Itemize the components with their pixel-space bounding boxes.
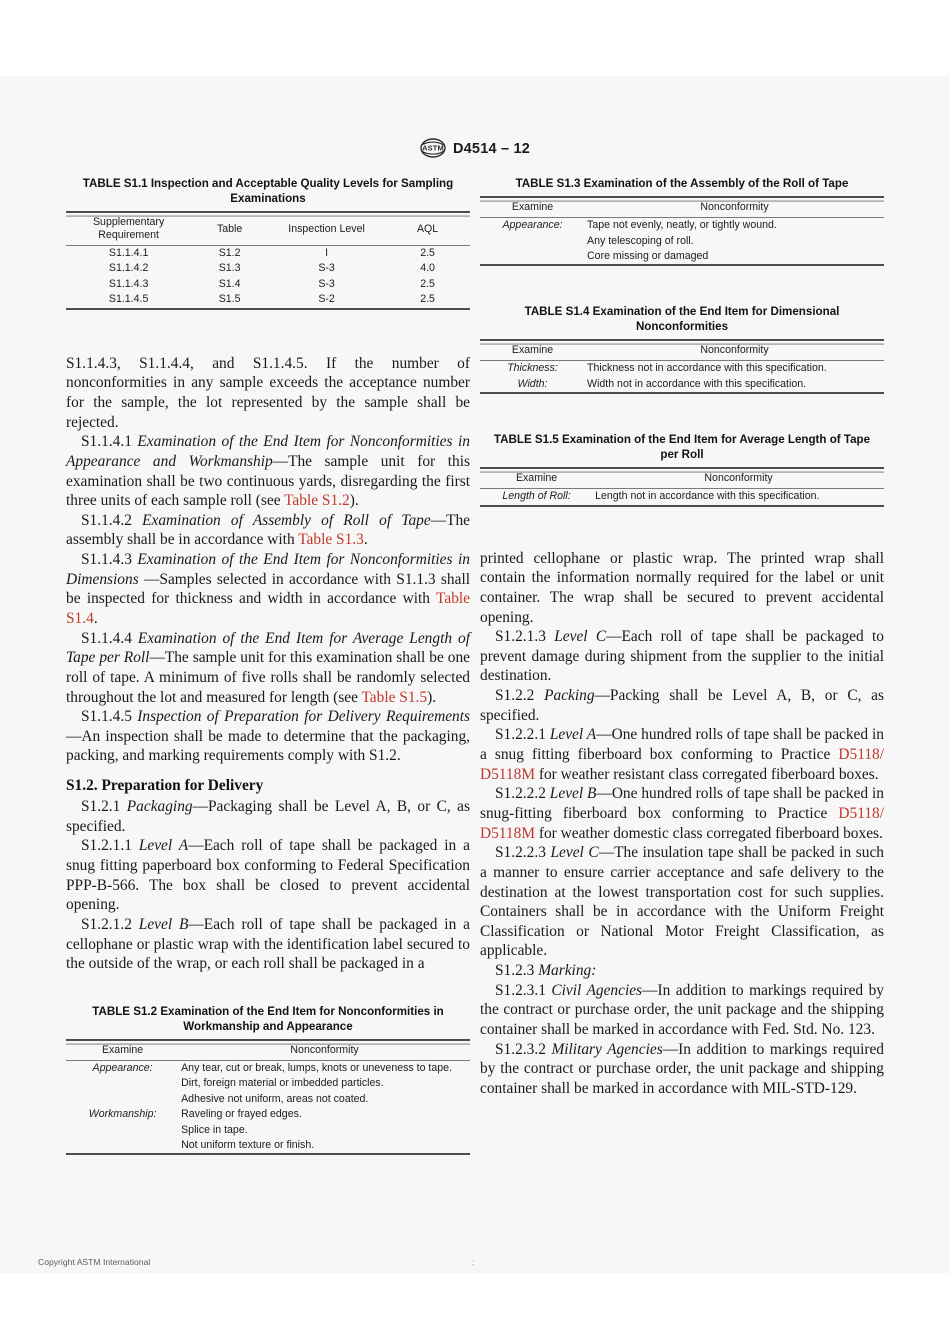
- clause-number: S1.2.2.1: [495, 726, 546, 744]
- cell-nonconformity: Core missing or damaged: [587, 249, 709, 262]
- column-header: Examine: [480, 198, 585, 217]
- cell-requirement: S1.1.4.5: [108, 293, 149, 306]
- cell-examine: [66, 1076, 179, 1091]
- clause-title: Level B: [138, 915, 189, 933]
- cell-examine: [480, 249, 585, 264]
- table-row: [480, 489, 884, 505]
- clause-number: S1.2.1.2: [81, 915, 132, 933]
- cell-aql: 4.0: [420, 262, 435, 275]
- clause-number: S1.1.4.4: [81, 629, 132, 647]
- footer-copyright: Copyright ASTM International: [38, 1257, 151, 1267]
- cell-nonconformity: Thickness not in accordance with this specification.: [587, 362, 827, 375]
- table-row: [66, 245, 470, 261]
- column-header: Nonconformity: [179, 1041, 470, 1060]
- column-header: Inspection Level: [268, 213, 385, 245]
- clause-text-tail: .: [363, 531, 368, 549]
- clause-number: S1.2.2.2: [495, 785, 546, 803]
- cell-aql: 2.5: [420, 277, 435, 290]
- table-row: [480, 377, 884, 392]
- cell-inspection-level: I: [325, 247, 329, 260]
- clause-number: S1.2.3.2: [495, 1040, 546, 1058]
- paragraph-s1-2-3-2: [480, 1040, 884, 1099]
- table-row: [66, 1123, 470, 1138]
- cell-examine: Appearance:: [502, 219, 563, 232]
- clause-text-tail: ).: [349, 492, 359, 510]
- cell-nonconformity: Not uniform texture or finish.: [181, 1139, 315, 1152]
- cell-requirement: S1.1.4.2: [108, 262, 149, 275]
- cell-examine: Thickness:: [507, 362, 558, 375]
- clause-text-tail: for weather resistant class corregated fiberboard boxes.: [535, 765, 879, 783]
- cell-examine: Length of Roll:: [502, 490, 571, 503]
- table-row: [66, 277, 470, 292]
- clause-title: Level A: [549, 726, 597, 744]
- clause-number: S1.2.1.1: [81, 837, 132, 855]
- table-row: [66, 261, 470, 276]
- cell-requirement: S1.1.4.3: [108, 277, 149, 290]
- cell-table: S1.2: [218, 247, 241, 260]
- table-row: [480, 249, 884, 264]
- clause-title: Level B: [549, 785, 597, 803]
- paragraph-continuation: printed cellophane or plastic wrap. The printed wrap shall contain the information normally required for the label or unit container. The wrap shall be secured to prevent accidental opening.: [480, 549, 884, 626]
- table-row: [66, 292, 470, 307]
- table-header-row: [66, 1041, 470, 1060]
- cell-requirement: S1.1.4.1: [108, 247, 149, 260]
- paragraph-s1-2-2-2: [480, 784, 884, 843]
- column-header: Table: [191, 213, 268, 245]
- clause-title: Examination of Assembly of Roll of Tape: [142, 511, 431, 529]
- svg-text:ASTM: ASTM: [422, 143, 444, 153]
- paragraph-s1-2-1: [66, 797, 470, 836]
- clause-text: —Each roll of tape shall be packaged in a snug fitting paperboard box conforming to Federal Specification PPP-B-566. The box shall be closed to prevent accidental opening.: [66, 837, 470, 914]
- table-s1-3-frame: [480, 196, 884, 266]
- clause-text: —One hundred rolls of tape shall be packed in a snug fitting fiberboard box conforming to Practice: [480, 726, 884, 764]
- cell-inspection-level: S-3: [318, 262, 335, 275]
- cell-nonconformity: Splice in tape.: [181, 1123, 248, 1136]
- cell-nonconformity: Width not in accordance with this specification.: [587, 377, 807, 390]
- column-header: Nonconformity: [593, 469, 884, 488]
- clause-title: Packaging: [126, 798, 193, 816]
- column-header: Examine: [480, 341, 585, 360]
- table-reference-link[interactable]: Table S1.4: [66, 590, 470, 627]
- table-s1-2-frame: [66, 1039, 470, 1155]
- clause-title: Military Agencies: [551, 1040, 663, 1058]
- column-header: Examine: [66, 1041, 179, 1060]
- clause-title: Inspection of Preparation for Delivery Requirements: [137, 708, 471, 726]
- cell-inspection-level: S-2: [318, 293, 335, 306]
- cell-examine: Workmanship:: [88, 1108, 157, 1121]
- clause-title: Civil Agencies: [551, 981, 643, 999]
- table-row: [66, 1060, 470, 1076]
- paragraph-s1-1-4-3: [66, 550, 470, 629]
- table-reference-link[interactable]: Table S1.2: [284, 492, 350, 510]
- clause-title: Level C: [550, 844, 599, 862]
- running-head: [0, 138, 950, 158]
- clause-number: S1.2.1.3: [495, 628, 546, 646]
- cell-examine: [66, 1138, 179, 1153]
- paragraph-s1-2-3-1: [480, 981, 884, 1040]
- clause-text: —Each roll of tape shall be packaged to prevent damage during shipment from the supplier to the initial destination.: [480, 628, 884, 685]
- paragraph-s1-2-2: [480, 686, 884, 725]
- cell-table: S1.5: [218, 293, 241, 306]
- paragraph-s1-2-2-3: [480, 843, 884, 961]
- column-header: Nonconformity: [585, 198, 884, 217]
- paragraph-s1-1-4-5: [66, 707, 470, 766]
- paragraph-s1-1-4-4: [66, 629, 470, 708]
- paragraph-s1-2-1-3: [480, 627, 884, 686]
- paragraph-s1-1-4-1: [66, 432, 470, 511]
- clause-title: Packing: [544, 687, 595, 705]
- section-heading-s1-2: S1.2. Preparation for Delivery: [66, 777, 264, 795]
- column-header: AQL: [385, 213, 470, 245]
- table-s1-5-frame: [480, 467, 884, 506]
- table-s1-1-caption: TABLE S1.1 Inspection and Acceptable Quality Levels for Sampling Examinations: [82, 177, 454, 206]
- practice-reference-link[interactable]: D5118/ D5118M: [480, 746, 884, 783]
- table-s1-5-caption: TABLE S1.5 Examination of the End Item for Average Length of Tape per Roll: [493, 433, 871, 462]
- table-row: [66, 1092, 470, 1107]
- footer-page-mark: ;: [472, 1257, 476, 1267]
- table-header-row: [66, 213, 470, 245]
- clause-title: Examination of the End Item for Nonconformities in Dimensions: [66, 551, 470, 588]
- table-row: [66, 1076, 470, 1091]
- clause-number: S1.2.1: [81, 798, 121, 816]
- cell-examine: [66, 1092, 179, 1107]
- cell-nonconformity: Adhesive not uniform, areas not coated.: [181, 1092, 369, 1105]
- table-s1-3: [480, 176, 884, 266]
- cell-nonconformity: Dirt, foreign material or imbedded particles.: [181, 1077, 384, 1090]
- table-row: [480, 233, 884, 248]
- table-s1-4: [480, 304, 884, 394]
- clause-text: —Packaging shall be Level A, B, or C, as specified.: [66, 798, 470, 835]
- cell-inspection-level: S-3: [318, 277, 335, 290]
- table-reference-link[interactable]: Table S1.3: [298, 531, 364, 549]
- clause-text: —The insulation tape shall be packed in such a manner to ensure carrier acceptance and safe delivery to the destination at the lowest transportation cost for such supplies. Containers shall be in accordance with the Uniform Freight Classification or National Motor Freight Classification, as applicable.: [480, 844, 884, 960]
- clause-number: S1.2.3.1: [495, 981, 546, 999]
- clause-text: —Each roll of tape shall be packaged in a cellophane or plastic wrap with the identification label secured to the outside of the wrap, or each roll shall be packaged in a: [66, 915, 470, 973]
- standard-designation: D4514 – 12: [453, 141, 530, 157]
- table-header-row: [480, 198, 884, 217]
- clause-title: Examination of the End Item for Nonconformities in Appearance and Workmanship: [66, 433, 470, 470]
- clause-number: S1.1.4.5: [81, 708, 132, 726]
- cell-table: S1.4: [218, 277, 241, 290]
- table-s1-2: [66, 1004, 470, 1156]
- column-header: Nonconformity: [585, 341, 884, 360]
- column-header: Supplementary Requirement: [66, 213, 191, 245]
- table-row: [480, 217, 884, 233]
- cell-nonconformity: Length not in accordance with this specification.: [595, 490, 820, 503]
- cell-nonconformity: Raveling or frayed edges.: [181, 1108, 302, 1121]
- paragraph-s1-1-4-2: [66, 511, 470, 550]
- clause-text: —In addition to markings required by the contract or purchase order, the unit package and shipping container shall be marked in accordance with MIL-STD-129.: [480, 1040, 884, 1097]
- cell-nonconformity: Any tear, cut or break, lumps, knots or uneveness to tape.: [181, 1062, 452, 1075]
- clause-number: S1.1.4.1: [81, 433, 132, 451]
- clause-text-tail: for weather domestic class corregated fiberboard boxes.: [535, 824, 883, 842]
- table-header-row: [480, 341, 884, 360]
- clause-text: —In addition to markings required by the contract or purchase order, the unit package and the shipping container shall be marked in accordance with Fed. Std. No. 123.: [480, 981, 884, 1038]
- clause-text: —Packing shall be Level A, B, or C, as specified.: [480, 687, 884, 724]
- table-row: [480, 361, 884, 377]
- document-page: [0, 76, 950, 1273]
- clause-text: —The sample unit for this examination shall be two continuous yards, disregarding the first three units of each sample roll (see: [66, 452, 470, 510]
- clause-number: S1.1.4.2: [81, 511, 132, 529]
- practice-reference-link[interactable]: D5118/ D5118M: [480, 804, 884, 842]
- table-s1-1: [66, 176, 470, 310]
- table-header-row: [480, 469, 884, 488]
- right-column: [480, 176, 884, 1099]
- column-header: Examine: [480, 469, 593, 488]
- clause-text-tail: .: [93, 609, 98, 627]
- clause-text: —The assembly shall be in accordance with: [66, 511, 470, 549]
- clause-title: Level A: [138, 837, 189, 855]
- clause-text: —One hundred rolls of tape shall be packed in snug-fitting fiberboard box conforming to Practice: [480, 785, 884, 822]
- paragraph-s1-2-1-1: [66, 836, 470, 915]
- cell-examine: Width:: [517, 377, 548, 390]
- table-s1-5: [480, 432, 884, 506]
- paragraph-continuation: S1.1.4.3, S1.1.4.4, and S1.1.4.5. If the number of nonconformities in any sample exceeds the acceptance number for the sample, the lot represented by the sample shall be rejected.: [66, 354, 470, 431]
- table-s1-4-caption: TABLE S1.4 Examination of the End Item for Dimensional Nonconformities: [524, 305, 840, 334]
- table-s1-3-caption: TABLE S1.3 Examination of the Assembly of the Roll of Tape: [515, 177, 849, 190]
- clause-number: S1.2.2.3: [495, 844, 546, 862]
- cell-examine: [66, 1123, 179, 1138]
- clause-number: S1.2.2: [495, 687, 535, 705]
- clause-text: —The sample unit for this examination shall be one roll of tape. A minimum of five rolls shall be randomly selected throughout the lot and measured for length (see: [66, 649, 470, 706]
- cell-aql: 2.5: [420, 293, 435, 306]
- cell-examine: Appearance:: [92, 1062, 153, 1075]
- paragraph-s1-2-3: [480, 961, 884, 981]
- table-s1-4-frame: [480, 339, 884, 394]
- clause-text: —An inspection shall be made to determine that the packaging, packing, and marking requirements comply with S1.2.: [66, 727, 470, 765]
- clause-text-tail: ).: [427, 688, 437, 706]
- table-row: [66, 1138, 470, 1153]
- cell-nonconformity: Any telescoping of roll.: [587, 234, 694, 247]
- cell-table: S1.3: [218, 262, 241, 275]
- left-column: [66, 176, 470, 1155]
- cell-nonconformity: Tape not evenly, neatly, or tightly wound.: [587, 219, 777, 232]
- paragraph-s1-2-2-1: [480, 725, 884, 784]
- clause-title: Level C: [554, 628, 607, 646]
- clause-text: —Samples selected in accordance with S1.1.3 shall be inspected for thickness and width in accordance with: [66, 570, 470, 608]
- table-s1-1-frame: [66, 211, 470, 310]
- paragraph-s1-2-1-2: [66, 915, 470, 974]
- clause-title: Examination of the End Item for Average Length of Tape per Roll: [66, 629, 470, 667]
- table-reference-link[interactable]: Table S1.5: [361, 688, 428, 706]
- clause-number: S1.1.4.3: [81, 551, 132, 569]
- cell-aql: 2.5: [420, 247, 435, 260]
- clause-title: Marking:: [538, 962, 597, 980]
- astm-logo-icon: [420, 138, 446, 158]
- table-s1-2-caption: TABLE S1.2 Examination of the End Item for Nonconformities in Workmanship and Appearance: [92, 1004, 444, 1033]
- clause-number: S1.2.3: [495, 962, 535, 980]
- cell-examine: [480, 233, 585, 248]
- table-row: [66, 1107, 470, 1122]
